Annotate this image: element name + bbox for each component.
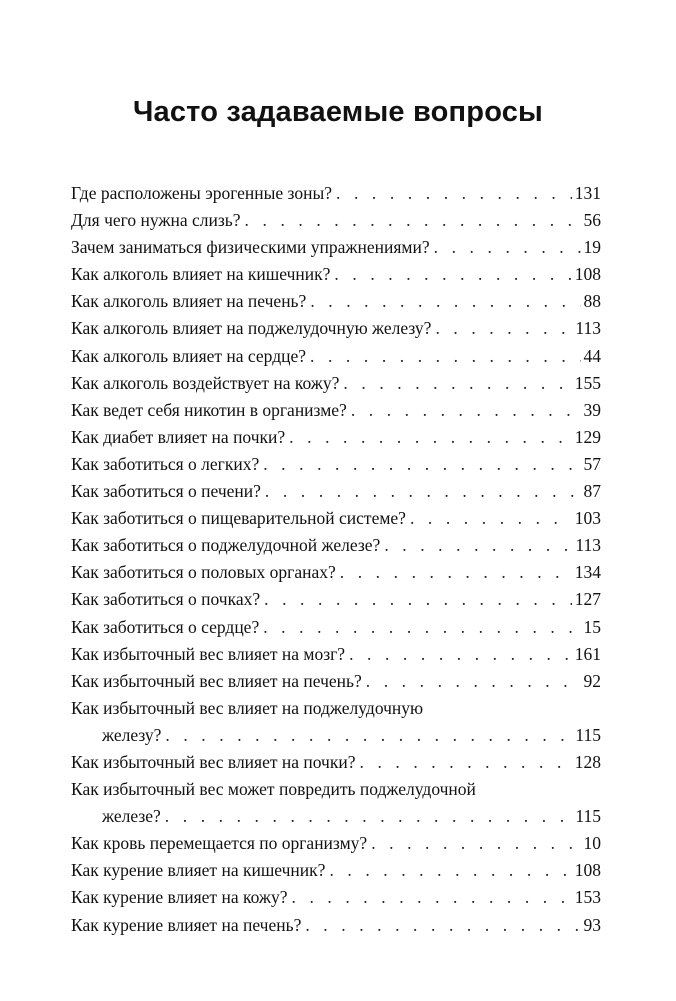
- index-entry: [71, 424, 601, 451]
- dot-leader: [310, 343, 580, 370]
- dot-leader: [336, 180, 572, 207]
- index-entry: [71, 478, 601, 505]
- entry-page-number: 15: [583, 616, 601, 637]
- entry-page-number: 10: [583, 833, 601, 854]
- entry-page-number: 44: [583, 345, 601, 366]
- entry-text: Как алкоголь влияет на поджелудочную железу?: [71, 318, 432, 339]
- dot-leader: [264, 586, 572, 613]
- index-entry: [71, 261, 601, 288]
- dot-leader: [384, 532, 572, 559]
- entry-page-number: 93: [583, 914, 601, 935]
- index-entry: [71, 614, 601, 641]
- entry-page-number: 56: [583, 210, 601, 231]
- entry-page-number: 108: [574, 264, 601, 285]
- entry-page-number: 134: [574, 562, 601, 583]
- index-entry: [71, 912, 601, 939]
- dot-leader: [289, 424, 572, 451]
- index-entry: [71, 559, 601, 586]
- dot-leader: [351, 397, 581, 424]
- index-entry: [71, 857, 601, 884]
- dot-leader: [410, 505, 572, 532]
- faq-index: [71, 180, 601, 939]
- entry-text: Как ведет себя никотин в организме?: [71, 399, 347, 420]
- entry-page-number: 39: [583, 399, 601, 420]
- entry-text: Как кровь перемещается по организму?: [71, 833, 368, 854]
- entry-page-number: 57: [583, 453, 601, 474]
- index-entry: [71, 207, 601, 234]
- entry-continuation: [71, 722, 601, 749]
- entry-text: Как заботиться о сердце?: [71, 616, 260, 637]
- index-entry: [71, 532, 601, 559]
- index-entry: [71, 234, 601, 261]
- entry-page-number: 87: [583, 481, 601, 502]
- entry-text: Как курение влияет на печень?: [71, 914, 302, 935]
- index-entry: [71, 641, 601, 668]
- index-entry: [71, 451, 601, 478]
- index-entry: [71, 315, 601, 342]
- entry-text: Как курение влияет на кожу?: [71, 887, 288, 908]
- dot-leader: [165, 803, 573, 830]
- dot-leader: [265, 478, 581, 505]
- entry-text-continuation: железу?: [102, 724, 162, 745]
- dot-leader: [329, 857, 571, 884]
- index-entry: [71, 180, 601, 207]
- entry-text: Как избыточный вес влияет на почки?: [71, 751, 356, 772]
- index-entry-multiline: [71, 695, 601, 749]
- entry-page-number: 129: [574, 426, 601, 447]
- index-entry: [71, 343, 601, 370]
- entry-text: Как алкоголь влияет на кишечник?: [71, 264, 331, 285]
- entry-text: Как диабет влияет на почки?: [71, 426, 286, 447]
- dot-leader: [165, 722, 572, 749]
- index-entry: [71, 830, 601, 857]
- page-title: Часто задаваемые вопросы: [132, 96, 544, 128]
- entry-text: Как заботиться о половых органах?: [71, 562, 336, 583]
- entry-text: Зачем заниматься физическими упражнениями?: [71, 237, 430, 258]
- entry-text: Как алкоголь влияет на печень?: [71, 291, 307, 312]
- dot-leader: [310, 288, 580, 315]
- entry-text: Как заботиться о легких?: [71, 453, 260, 474]
- dot-leader: [371, 830, 580, 857]
- dot-leader: [349, 641, 572, 668]
- entry-page-number: 127: [574, 589, 601, 610]
- index-entry: [71, 884, 601, 911]
- index-entry: [71, 749, 601, 776]
- entry-page-number: 88: [583, 291, 601, 312]
- dot-leader: [334, 261, 571, 288]
- entry-text: Где расположены эрогенные зоны?: [71, 183, 332, 203]
- index-entry: [71, 505, 601, 532]
- entry-page-number: 113: [575, 535, 601, 556]
- dot-leader: [343, 370, 571, 397]
- dot-leader: [263, 614, 580, 641]
- entry-text: Как курение влияет на кишечник?: [71, 860, 326, 881]
- index-entry: [71, 668, 601, 695]
- entry-page-number: 153: [574, 887, 601, 908]
- entry-text: Как заботиться о пищеварительной системе?: [71, 508, 406, 529]
- dot-leader: [435, 315, 572, 342]
- entry-text: Для чего нужна слизь?: [71, 210, 241, 231]
- index-entry: [71, 370, 601, 397]
- dot-leader: [434, 234, 581, 261]
- entry-page-number: 155: [574, 372, 601, 393]
- entry-page-number: 128: [574, 751, 601, 772]
- dot-leader: [292, 884, 572, 911]
- dot-leader: [263, 451, 580, 478]
- entry-page-number: 131: [574, 183, 601, 203]
- entry-page-number: 108: [574, 860, 601, 881]
- index-entry: [71, 586, 601, 613]
- entry-page-number: 103: [574, 508, 601, 529]
- dot-leader: [340, 559, 572, 586]
- entry-text: Как избыточный вес влияет на печень?: [71, 670, 362, 691]
- entry-page-number: 115: [575, 806, 601, 827]
- dot-leader: [360, 749, 572, 776]
- entry-text: Как заботиться о поджелудочной железе?: [71, 535, 381, 556]
- entry-text: Как заботиться о почках?: [71, 589, 261, 610]
- index-entry: [71, 288, 601, 315]
- entry-page-number: 113: [575, 318, 601, 339]
- entry-text: Как алкоголь влияет на сердце?: [71, 345, 307, 366]
- entry-text: Как избыточный вес влияет на поджелудочную: [71, 697, 424, 718]
- entry-text: Как избыточный вес может повредить поджелудочной: [71, 779, 476, 800]
- entry-page-number: 115: [575, 724, 601, 745]
- entry-page-number: 19: [583, 237, 601, 258]
- entry-page-number: 161: [574, 643, 601, 664]
- entry-text-continuation: железе?: [102, 806, 161, 827]
- entry-continuation: [71, 803, 601, 830]
- index-entry-multiline: [71, 776, 601, 830]
- entry-text: Как алкоголь воздействует на кожу?: [71, 372, 340, 393]
- entry-text: Как заботиться о печени?: [71, 481, 261, 502]
- dot-leader: [366, 668, 581, 695]
- entry-page-number: 92: [583, 670, 601, 691]
- index-entry: [71, 397, 601, 424]
- dot-leader: [245, 207, 581, 234]
- entry-text: Как избыточный вес влияет на мозг?: [71, 643, 346, 664]
- dot-leader: [305, 912, 580, 939]
